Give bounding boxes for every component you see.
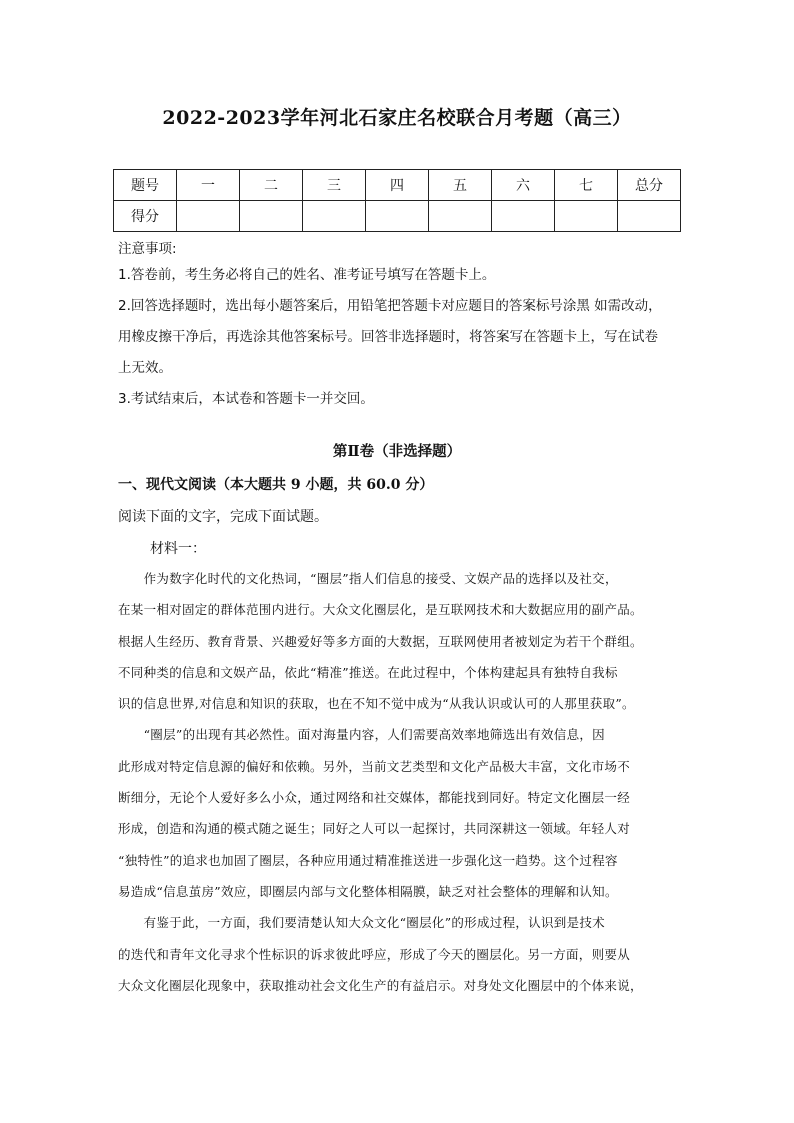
header-cell: 六 xyxy=(492,170,555,201)
notes-line: 2.回答选择题时，选出每小题答案后，用铅笔把答题卡对应题目的答案标号涂黑 如需改动， xyxy=(118,298,662,314)
notes-line: 1.答卷前，考生务必将自己的姓名、准考证号填写在答题卡上。 xyxy=(118,267,496,283)
passage-line: 形成，创造和沟通的模式随之诞生；同好之人可以一起探讨，共同深耕这一领域。年轻人对 xyxy=(118,821,631,837)
score-table-score-row xyxy=(114,201,681,232)
score-table-header-row xyxy=(114,170,681,201)
score-cell[interactable] xyxy=(492,201,555,232)
score-cell[interactable] xyxy=(618,201,681,232)
header-cell: 一 xyxy=(177,170,240,201)
header-cell: 二 xyxy=(240,170,303,201)
score-cell[interactable] xyxy=(429,201,492,232)
passage-line: 大众文化圈层化现象中，获取推动社会文化生产的有益启示。对身处文化圈层中的个体来说， xyxy=(118,977,643,993)
header-cell: 三 xyxy=(303,170,366,201)
notes-line: 上无效。 xyxy=(118,360,172,376)
passage-line: “圈层”的出现有其必然性。面对海量内容，人们需要高效率地筛选出有效信息，因 xyxy=(118,727,605,743)
passage-line: 识的信息世界,对信息和知识的获取，也在不知不觉中成为“从我认识或认可的人那里获取”。 xyxy=(118,696,635,712)
passage-line: 断细分，无论个人爱好多么小众，通过网络和社交媒体，都能找到同好。特定文化圈层一经 xyxy=(118,790,631,806)
reading-instruction: 阅读下面的文字，完成下面试题。 xyxy=(118,509,328,525)
passage-line: “独特性”的追求也加固了圈层，各种应用通过精准推送进一步强化这一趋势。这个过程容 xyxy=(118,852,618,868)
passage-line: 有鉴于此，一方面，我们要清楚认知大众文化“圈层化”的形成过程，认识到是技术 xyxy=(118,915,605,931)
notes-line: 用橡皮擦干净后，再选涂其他答案标号。回答非选择题时，将答案写在答题卡上，写在试卷 xyxy=(118,329,658,345)
header-cell: 七 xyxy=(555,170,618,201)
notes-section xyxy=(118,238,683,415)
notes-line: 3.考试结束后，本试卷和答题卡一并交回。 xyxy=(118,391,374,407)
notes-heading: 注意事项: xyxy=(118,241,177,257)
score-cell[interactable] xyxy=(366,201,429,232)
passage-line: 易造成“信息茧房”效应，即圈层内部与文化整体相隔膜，缺乏对社会整体的理解和认知。 xyxy=(118,883,618,899)
header-cell: 总分 xyxy=(618,170,681,201)
score-cell[interactable] xyxy=(555,201,618,232)
section-title: 第Ⅱ卷（非选择题） xyxy=(332,443,462,460)
passage-line: 作为数字化时代的文化热词，“圈层”指人们信息的接受、文娱产品的选择以及社交， xyxy=(118,571,618,586)
header-cell: 四 xyxy=(366,170,429,201)
score-cell[interactable] xyxy=(240,201,303,232)
passage-text xyxy=(118,563,688,1001)
question-group-title: 一、现代文阅读（本大题共 9 小题，共 60.0 分） xyxy=(118,477,434,493)
header-cell: 题号 xyxy=(114,170,177,201)
passage-line: 根据人生经历、教育背景、兴趣爱好等多方面的大数据，互联网使用者被划定为若干个群组。 xyxy=(118,633,643,649)
row-label-cell: 得分 xyxy=(114,201,177,232)
exam-title: 2022-2023学年河北石家庄名校联合月考题（高三） xyxy=(162,107,632,129)
passage-line: 的迭代和青年文化寻求个性标识的诉求彼此呼应，形成了今天的圈层化。另一方面，则要从 xyxy=(118,946,631,962)
passage-line: 在某一相对固定的群体范围内进行。大众文化圈层化，是互联网技术和大数据应用的副产品。 xyxy=(118,602,643,618)
score-cell[interactable] xyxy=(303,201,366,232)
material-label: 材料一： xyxy=(150,541,206,557)
header-cell: 五 xyxy=(429,170,492,201)
score-table xyxy=(113,169,681,232)
score-cell[interactable] xyxy=(177,201,240,232)
passage-line: 不同种类的信息和文娱产品，依此“精准”推送。在此过程中，个体构建起具有独特自我标 xyxy=(118,664,618,680)
passage-line: 此形成对特定信息源的偏好和依赖。另外，当前文艺类型和文化产品极大丰富，文化市场不 xyxy=(118,758,631,774)
